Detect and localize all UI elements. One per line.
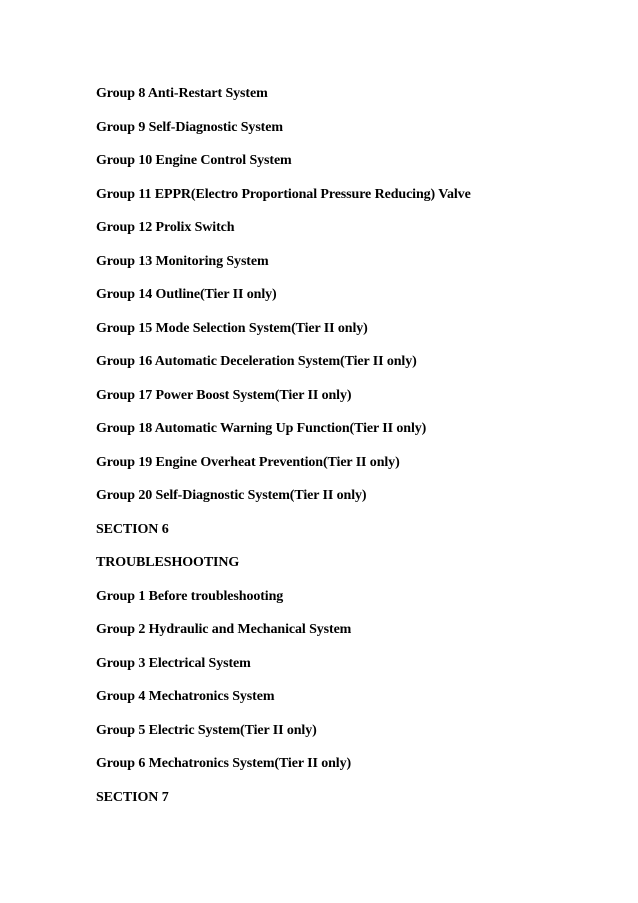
toc-entry-group-11: Group 11 EPPR(Electro Proportional Pressure Reducing) Valve (96, 186, 471, 202)
toc-entry-group-1: Group 1 Before troubleshooting (96, 588, 284, 604)
toc-entry-group-10: Group 10 Engine Control System (96, 153, 292, 168)
section-heading-7: SECTION 7 (96, 789, 169, 805)
toc-entry-group-15: Group 15 Mode Selection System(Tier II only) (96, 320, 368, 336)
toc-entry-group-12: Group 12 Prolix Switch (96, 220, 235, 235)
toc-entry-group-9: Group 9 Self-Diagnostic System (96, 119, 283, 135)
toc-entry-group-16: Group 16 Automatic Deceleration System(Tier II only) (96, 354, 417, 369)
section-heading-6: SECTION 6 (96, 521, 169, 537)
toc-entry-group-8: Group 8 Anti-Restart System (96, 86, 268, 101)
toc-entry-group-6: Group 6 Mechatronics System(Tier II only) (96, 756, 352, 771)
toc-entry-group-3: Group 3 Electrical System (96, 655, 251, 671)
toc-entry-group-5: Group 5 Electric System(Tier II only) (96, 722, 317, 738)
toc-entry-group-20: Group 20 Self-Diagnostic System(Tier II only) (96, 488, 367, 503)
toc-entry-group-13: Group 13 Monitoring System (96, 253, 269, 269)
section-title-troubleshooting: TROUBLESHOOTING (96, 555, 240, 570)
table-of-contents (96, 85, 471, 822)
toc-entry-group-4: Group 4 Mechatronics System (96, 689, 275, 704)
toc-entry-group-19: Group 19 Engine Overheat Prevention(Tier II only) (96, 454, 400, 470)
toc-entry-group-14: Group 14 Outline(Tier II only) (96, 287, 277, 302)
toc-entry-group-2: Group 2 Hydraulic and Mechanical System (96, 622, 352, 637)
toc-entry-group-17: Group 17 Power Boost System(Tier II only) (96, 387, 352, 403)
toc-entry-group-18: Group 18 Automatic Warning Up Function(Tier II only) (96, 421, 427, 436)
